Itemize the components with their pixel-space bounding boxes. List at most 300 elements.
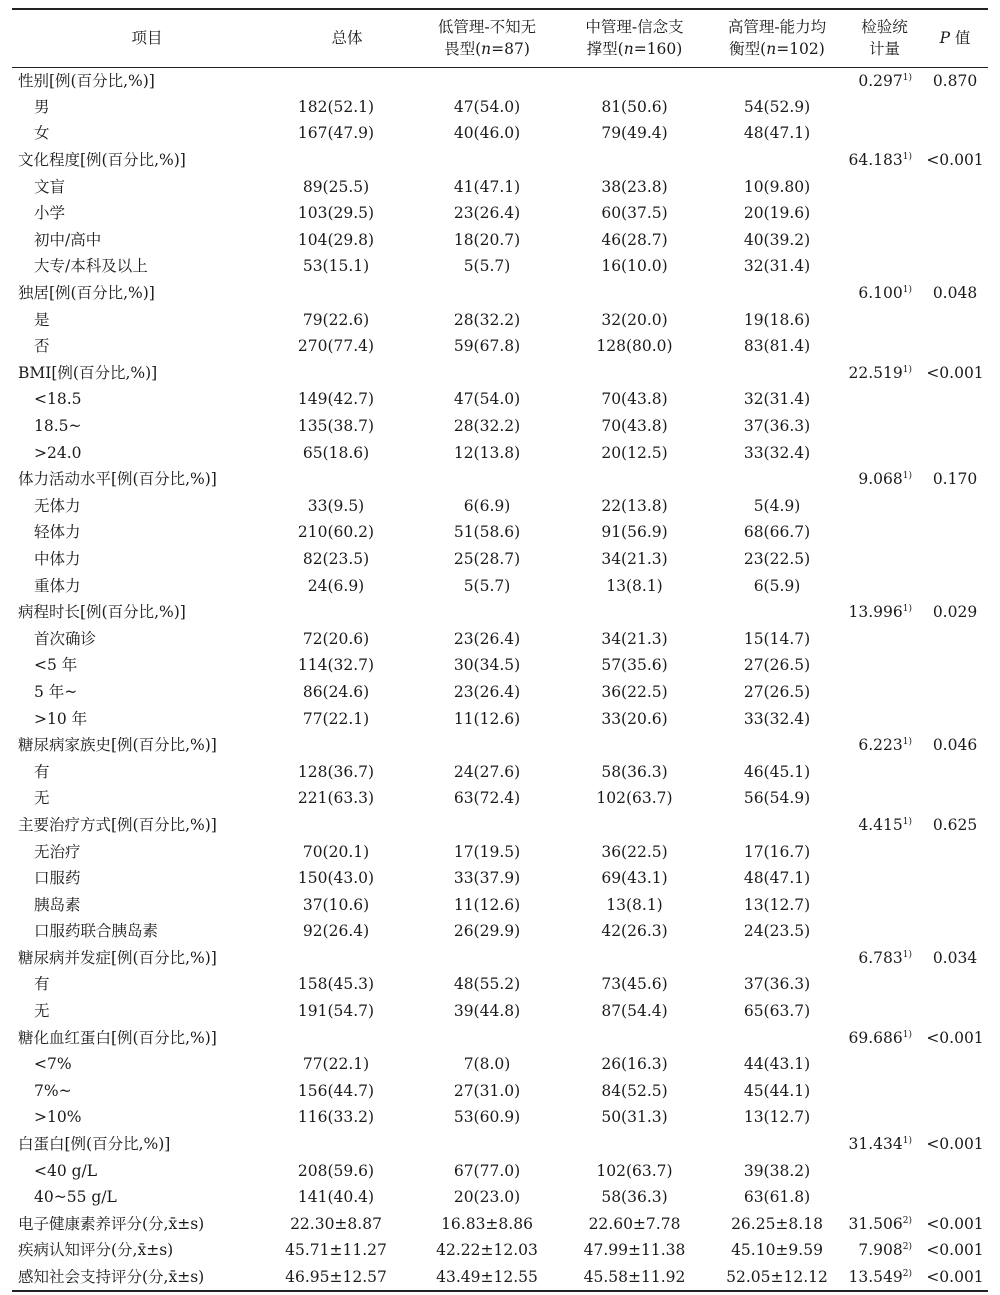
table-row [12,758,988,785]
cell-low: 28(32.2) [453,310,521,329]
cell-p-value: <0.001 [926,1135,984,1154]
cell-high-empty [707,812,847,839]
cell-total: 191(54.7) [297,1002,375,1021]
cell-p-value [922,838,988,865]
cell-mid-empty [562,280,707,307]
cell-high: 52.05±12.12 [707,1264,847,1291]
cell-high: 45(44.1) [743,1081,811,1100]
row-label: >24.0 [34,443,82,462]
cell-low: 16.83±8.86 [441,1214,533,1233]
cell-statistic [847,891,922,918]
cell-mid: 70(43.8) [601,417,668,436]
row-label: 糖尿病家族史[例(百分比,%)] [18,736,217,755]
cell-total: 135(38.7) [297,417,375,436]
cell-total: 70(20.1) [302,842,370,861]
cell-statistic [847,838,922,865]
table-group-row [12,360,988,387]
table-row [12,1157,988,1184]
cell-mid: 84(52.5) [601,1081,668,1100]
header-low-line1: 低管理-不知无 [437,18,537,37]
cell-total: 208(59.6) [297,1161,375,1180]
statistic-value: 6.783 [858,948,903,967]
cell-high-empty [707,466,847,493]
cell-low: 53(60.9) [453,1108,521,1127]
row-label: <5 年 [34,656,78,675]
cell-total: 167(47.9) [297,124,375,143]
cell-p-value [922,306,988,333]
row-label: 有 [34,975,50,994]
cell-p-value: <0.001 [926,1214,984,1233]
cell-statistic [847,758,922,785]
header-low-group [412,9,562,67]
footnote-marker: 1) [902,72,912,83]
row-label: 中体力 [34,549,81,568]
table-row [12,891,988,918]
row-label: 初中/高中 [34,230,102,249]
cell-high: 37(36.3) [743,975,811,994]
header-mid-line2a: 撑型( [586,40,624,59]
cell-total: 149(42.7) [297,390,375,409]
cell-statistic [847,1078,922,1105]
row-label: 疾病认知评分(分,x̄±s) [18,1241,174,1260]
table-row [12,546,988,573]
cell-statistic [847,1051,922,1078]
cell-statistic [847,493,922,520]
cell-p-value [922,200,988,227]
footnote-marker: 1) [902,152,912,163]
footnote-marker: 1) [902,285,912,296]
cell-p-value [922,253,988,280]
cell-total: 86(24.6) [302,682,370,701]
footnote-marker: 2) [902,1242,912,1253]
cell-high: 45.10±9.59 [731,1241,823,1260]
cell-mid: 34(21.3) [601,629,668,648]
cell-statistic [847,519,922,546]
cell-p-value [922,493,988,520]
cell-mid-empty [562,1024,707,1051]
cell-high-empty [707,1131,847,1158]
statistic-value: 64.183 [848,151,903,170]
header-mid-line1: 中管理-信念支 [585,18,684,37]
cell-total: 77(22.1) [302,709,370,728]
cell-statistic [847,1157,922,1184]
table-row [12,625,988,652]
cell-mid: 70(43.8) [601,390,668,409]
cell-mid: 58(36.3) [601,1188,668,1207]
cell-statistic [847,253,922,280]
row-label: 文盲 [34,177,66,196]
cell-total: 37(10.6) [302,895,370,914]
row-label: 性别[例(百分比,%)] [18,71,155,90]
cell-total-empty [282,945,412,972]
cell-statistic [847,280,922,307]
statistic-value: 0.297 [858,71,903,90]
cell-statistic [847,1104,922,1131]
cell-total: 128(36.7) [297,762,375,781]
cell-high: 26.25±8.18 [731,1214,823,1233]
cell-high: 56(54.9) [743,789,811,808]
footnote-marker: 1) [902,949,912,960]
cell-mid: 36(22.5) [601,682,668,701]
cell-p-value [922,386,988,413]
cell-mid: 58(36.3) [601,762,668,781]
table-group-row [12,67,988,94]
table-group-row [12,945,988,972]
cell-low: 7(8.0) [463,1055,511,1074]
cell-low: 43.49±12.55 [412,1264,562,1291]
cell-p-value [922,1157,988,1184]
cell-p-value: 0.029 [932,603,978,622]
table-row [12,705,988,732]
row-label: 独居[例(百分比,%)] [18,284,155,303]
header-total [282,9,412,67]
footnote-marker: 1) [902,364,912,375]
cell-high: 63(61.8) [743,1188,811,1207]
table-row [12,1078,988,1105]
table-row [12,838,988,865]
row-label: 18.5~ [34,417,82,436]
cell-total: 141(40.4) [297,1188,375,1207]
cell-high-empty [707,732,847,759]
table-row [12,971,988,998]
cell-low-empty [412,599,562,626]
row-label: 是 [34,310,50,329]
cell-high-empty [707,280,847,307]
cell-total: 46.95±12.57 [282,1264,412,1291]
table-row [12,652,988,679]
cell-total: 45.71±11.27 [285,1241,387,1260]
table-row [12,120,988,147]
cell-mid: 57(35.6) [601,656,668,675]
cell-total-empty [282,466,412,493]
cell-mid: 69(43.1) [601,869,668,888]
table-row [12,306,988,333]
cell-total-empty [282,360,412,387]
header-mid-n: n [623,40,634,59]
cell-statistic [847,1184,922,1211]
cell-mid: 128(80.0) [596,337,673,356]
cell-mid-empty [562,945,707,972]
header-high-line2a: 衡型( [729,40,767,59]
cell-high: 13(12.7) [743,1108,811,1127]
cell-high: 83(81.4) [743,337,811,356]
table-row [12,918,988,945]
cell-statistic [847,386,922,413]
cell-high: 54(52.9) [743,97,811,116]
cell-mid: 87(54.4) [601,1002,668,1021]
cell-total: 116(33.2) [297,1108,375,1127]
cell-low: 5(5.7) [463,257,511,276]
cell-statistic [847,625,922,652]
cell-low: 11(12.6) [453,895,521,914]
cell-statistic [847,413,922,440]
row-label: 小学 [34,204,66,223]
cell-high: 15(14.7) [743,629,811,648]
row-label: 7%~ [34,1081,72,1100]
cell-low: 27(31.0) [453,1081,521,1100]
cell-low: 40(46.0) [453,124,521,143]
row-label: BMI[例(百分比,%)] [18,363,158,382]
cell-low-empty [412,732,562,759]
table-row [12,200,988,227]
cell-statistic [847,705,922,732]
table-row [12,94,988,121]
cell-mid: 22(13.8) [601,496,668,515]
statistic-value: 69.686 [848,1028,903,1047]
cell-low-empty [412,1024,562,1051]
header-high-group [707,9,847,67]
cell-mid: 22.60±7.78 [588,1214,681,1233]
cell-mid-empty [562,147,707,174]
cell-statistic [847,572,922,599]
cell-p-value [922,519,988,546]
cell-low: 63(72.4) [453,789,521,808]
header-p-value [922,9,988,67]
cell-low-empty [412,280,562,307]
footnote-marker: 1) [902,471,912,482]
table-group-row [12,599,988,626]
cell-mid-empty [562,67,707,94]
statistic-value: 31.434 [848,1135,903,1154]
cell-p-value [922,333,988,360]
footnote-marker: 1) [902,737,912,748]
cell-low: 25(28.7) [453,549,521,568]
row-label: 女 [34,124,50,143]
table-row [12,253,988,280]
cell-mid-empty [562,812,707,839]
cell-high: 5(4.9) [753,496,801,515]
header-mid-group [562,9,707,67]
cell-total: 82(23.5) [302,549,370,568]
cell-statistic [847,865,922,892]
cell-high: 68(66.7) [743,523,811,542]
cell-low: 28(32.2) [453,417,521,436]
cell-high: 48(47.1) [743,124,811,143]
cell-p-value [922,679,988,706]
cell-mid: 102(63.7) [596,1161,673,1180]
cell-statistic [847,599,922,626]
row-label: 重体力 [34,576,81,595]
footnote-marker: 1) [902,1136,912,1147]
cell-total-empty [282,147,412,174]
cell-mid: 32(20.0) [601,310,668,329]
row-label: 5 年~ [34,682,78,701]
cell-high-empty [707,599,847,626]
cell-statistic [847,439,922,466]
row-label: 病程时长[例(百分比,%)] [18,603,186,622]
cell-total: 210(60.2) [297,523,375,542]
cell-mid-empty [562,466,707,493]
cell-statistic [847,67,922,94]
cell-total-empty [282,732,412,759]
cell-mid: 45.58±11.92 [562,1264,707,1291]
table-row [12,1051,988,1078]
cell-high: 6(5.9) [753,576,801,595]
cell-low: 5(5.7) [463,576,511,595]
cell-mid: 20(12.5) [601,443,668,462]
cell-statistic [847,1131,922,1158]
cell-total: 77(22.1) [302,1055,370,1074]
table-score-row [12,1237,988,1264]
cell-statistic [847,1264,922,1291]
cell-p-value [922,413,988,440]
cell-statistic [847,998,922,1025]
header-item [12,9,282,67]
cell-high: 46(45.1) [743,762,811,781]
footnote-marker: 2) [902,1268,912,1279]
cell-total: 150(43.0) [297,869,375,888]
row-label: 无治疗 [34,842,81,861]
statistic-value: 4.415 [858,815,903,834]
cell-high: 65(63.7) [743,1002,811,1021]
cell-statistic [847,785,922,812]
table-row [12,1184,988,1211]
cell-mid: 26(16.3) [601,1055,668,1074]
cell-low: 59(67.8) [453,337,521,356]
cell-low: 26(29.9) [453,922,521,941]
cell-low: 12(13.8) [453,443,521,462]
cell-statistic [847,147,922,174]
cell-p-value [922,1051,988,1078]
row-label: 主要治疗方式[例(百分比,%)] [18,815,217,834]
cell-low-empty [412,945,562,972]
table-group-row [12,732,988,759]
header-high-n: n [766,40,777,59]
cell-low: 23(26.4) [453,204,521,223]
table-row [12,173,988,200]
cell-total-empty [282,1131,412,1158]
cell-p-value [922,758,988,785]
cell-mid: 13(8.1) [606,576,663,595]
cell-total: 89(25.5) [302,177,370,196]
statistic-value: 13.549 [848,1267,903,1286]
cell-high: 20(19.6) [743,204,811,223]
cell-mid-empty [562,1131,707,1158]
table-row [12,227,988,254]
cell-p-value: 0.870 [932,71,978,90]
table-group-row [12,466,988,493]
cell-high: 33(32.4) [743,443,811,462]
table-group-row [12,147,988,174]
row-label: 电子健康素养评分(分,x̄±s) [18,1214,205,1233]
cell-p-value [922,227,988,254]
cell-total: 22.30±8.87 [290,1214,382,1233]
row-label: 轻体力 [34,523,81,542]
row-label: 白蛋白[例(百分比,%)] [18,1135,171,1154]
table-header [12,9,988,67]
table-score-row [12,1264,988,1291]
cell-total: 156(44.7) [297,1081,375,1100]
row-label: <40 g/L [34,1161,98,1180]
cell-high-empty [707,1024,847,1051]
table-row [12,439,988,466]
table-score-row [12,1211,988,1238]
cell-mid: 13(8.1) [606,895,663,914]
cell-p-value [922,785,988,812]
row-label: 体力活动水平[例(百分比,%)] [18,470,217,489]
cell-mid: 79(49.4) [601,124,668,143]
cell-high: 17(16.7) [743,842,811,861]
cell-p-value: <0.001 [922,1264,988,1291]
cell-p-value [922,439,988,466]
cell-total-empty [282,67,412,94]
cell-p-value: <0.001 [926,363,984,382]
cell-low: 18(20.7) [453,230,521,249]
cell-low: 67(77.0) [453,1161,521,1180]
header-statistic [847,9,922,67]
cell-high: 48(47.1) [743,869,811,888]
cell-p-value: <0.001 [926,151,984,170]
header-p-suffix: 值 [950,29,971,48]
header-statistic-line1: 检验统 [861,18,908,37]
statistic-value: 9.068 [858,470,903,489]
characteristics-table [12,8,988,1292]
cell-statistic [847,360,922,387]
cell-p-value [922,865,988,892]
row-label: 胰岛素 [34,895,81,914]
cell-p-value: <0.001 [926,1241,984,1260]
cell-total: 53(15.1) [302,257,370,276]
cell-mid: 102(63.7) [596,789,673,808]
cell-statistic [847,1024,922,1051]
cell-p-value [922,1078,988,1105]
cell-high-empty [707,945,847,972]
row-label: 无 [34,1002,50,1021]
cell-high: 32(31.4) [743,390,811,409]
row-label: 糖化血红蛋白[例(百分比,%)] [18,1028,217,1047]
cell-statistic [847,1237,922,1264]
header-item-label: 项目 [131,29,163,48]
cell-total-empty [282,812,412,839]
cell-mid: 73(45.6) [601,975,668,994]
row-label: 首次确诊 [34,629,97,648]
cell-mid: 60(37.5) [601,204,668,223]
cell-mid: 42(26.3) [601,922,668,941]
cell-high: 10(9.80) [743,177,811,196]
cell-low-empty [412,67,562,94]
row-label: 文化程度[例(百分比,%)] [18,151,186,170]
cell-statistic [847,945,922,972]
cell-low: 39(44.8) [453,1002,521,1021]
statistic-value: 6.100 [858,284,903,303]
table-group-row [12,812,988,839]
table-row [12,386,988,413]
cell-low: 30(34.5) [453,656,521,675]
cell-p-value [922,625,988,652]
cell-p-value [922,918,988,945]
cell-low: 6(6.9) [463,496,511,515]
cell-p-value: 0.048 [932,284,978,303]
cell-high-empty [707,67,847,94]
cell-high: 37(36.3) [743,417,811,436]
cell-high: 23(22.5) [743,549,811,568]
cell-total: 24(6.9) [307,576,365,595]
cell-statistic [847,333,922,360]
cell-p-value [922,572,988,599]
cell-statistic [847,173,922,200]
cell-mid: 33(20.6) [601,709,668,728]
cell-high: 19(18.6) [743,310,811,329]
cell-p-value [922,891,988,918]
row-label: 感知社会支持评分(分,x̄±s) [12,1264,282,1291]
statistic-value: 6.223 [858,736,903,755]
cell-mid-empty [562,360,707,387]
row-label: 男 [34,97,50,116]
cell-total: 104(29.8) [297,230,375,249]
table-row [12,679,988,706]
statistic-value: 22.519 [848,363,903,382]
cell-mid-empty [562,732,707,759]
